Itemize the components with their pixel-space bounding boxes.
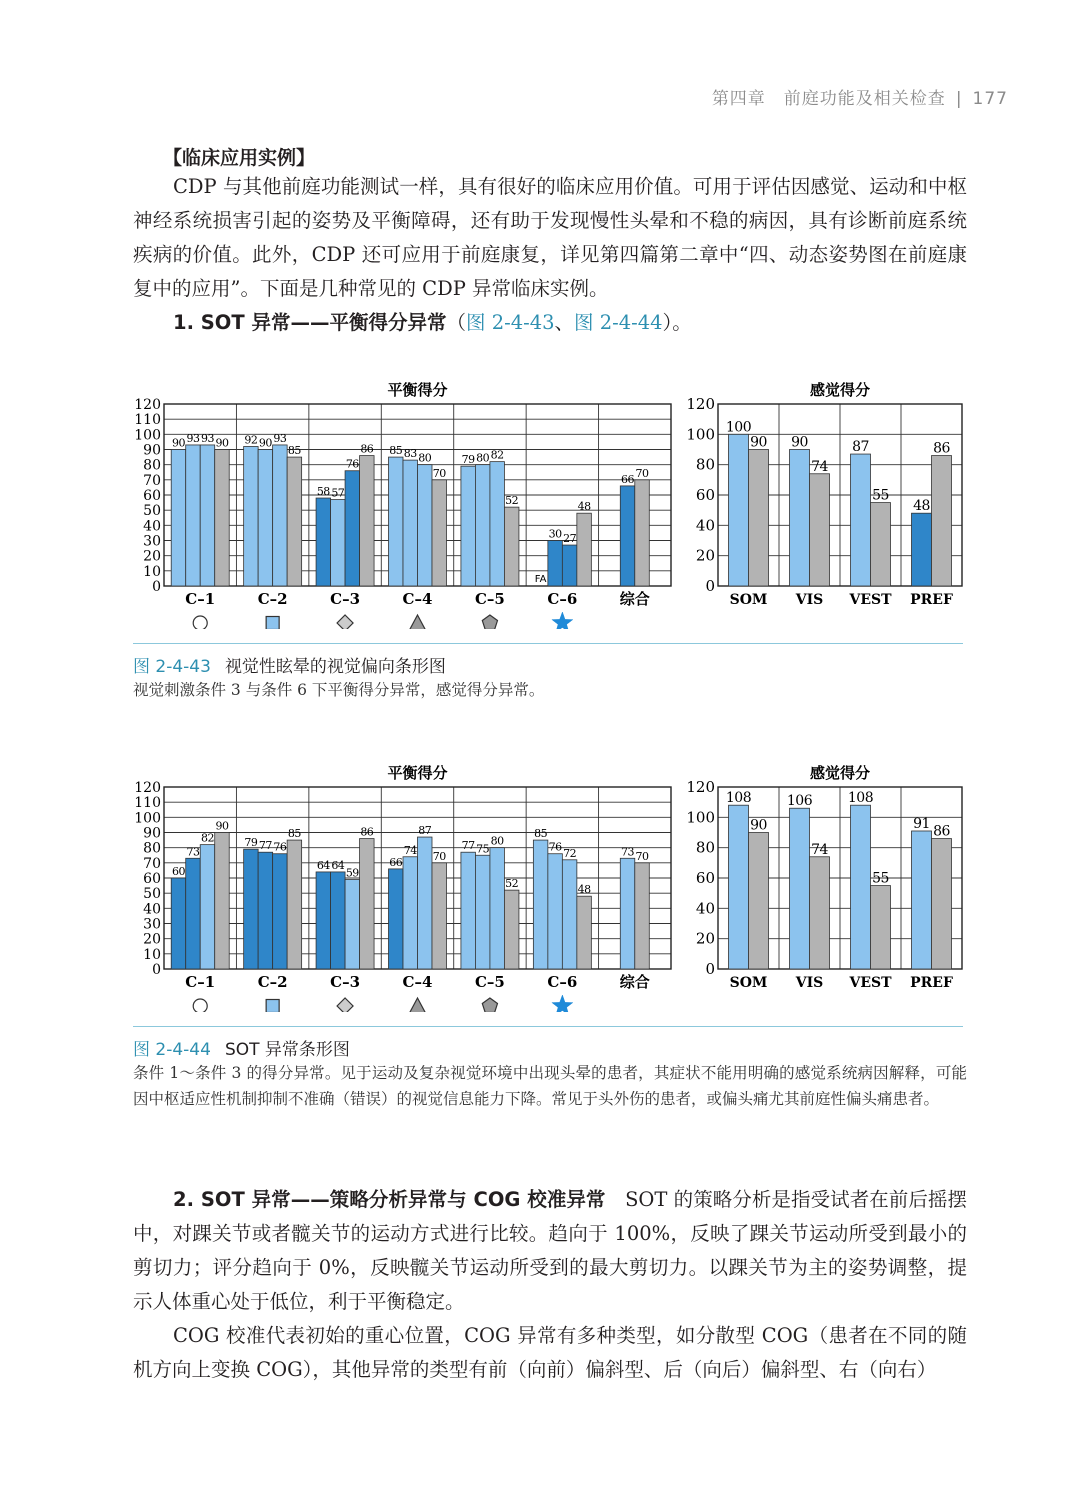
x-category-label: SOM [729, 592, 768, 608]
y-tick-label: 0 [152, 962, 161, 978]
bar-value-label: 76 [273, 840, 287, 854]
bar [244, 446, 259, 586]
figure-ref-44[interactable]: 图 2-4-44 [574, 311, 663, 334]
y-tick-label: 100 [134, 810, 161, 827]
bar [200, 445, 215, 586]
bar [871, 886, 891, 969]
diamond-icon [337, 615, 353, 629]
item2-title: 2. SOT 异常——策略分析异常与 COG 校准异常 [173, 1188, 606, 1211]
y-tick-label: 110 [134, 412, 161, 429]
figure-2-4-43-caption: 视觉刺激条件 3 与条件 6 下平衡得分异常，感觉得分异常。 [133, 681, 545, 699]
bar-value-label: 92 [244, 433, 258, 447]
bar [548, 854, 563, 969]
bar [331, 872, 346, 969]
bar-value-label: 27 [563, 532, 577, 546]
y-tick-label: 20 [143, 931, 161, 948]
square-icon [266, 617, 279, 630]
bar [810, 857, 830, 969]
bar [871, 503, 891, 586]
square-icon [266, 1000, 279, 1013]
x-category-label: PREF [910, 975, 953, 991]
bar [749, 833, 769, 970]
chart-title: 感觉得分 [809, 381, 871, 399]
bar [490, 848, 505, 969]
y-tick-label: 40 [695, 516, 715, 535]
bar [389, 869, 404, 969]
bar-value-label: 55 [872, 487, 889, 504]
bar-value-label: 74 [811, 458, 828, 475]
figure-title: SOT 异常条形图 [224, 1040, 350, 1060]
figure-2-4-44-chart [128, 757, 968, 1012]
intro-paragraph [133, 170, 967, 306]
bar-value-label: 93 [273, 431, 287, 445]
bar-value-label: 90 [750, 817, 767, 834]
bar-value-label: 70 [432, 849, 446, 863]
section-heading: 【临床应用实例】 [163, 147, 316, 169]
y-tick-label: 70 [143, 472, 161, 489]
bar [331, 500, 346, 586]
bar-value-label: 90 [258, 436, 272, 450]
bar-value-label: 57 [331, 486, 345, 500]
bar [461, 852, 476, 969]
bar-value-label: FA [534, 574, 547, 585]
bar [316, 872, 331, 969]
bar [504, 507, 519, 586]
bar-value-label: 86 [933, 440, 950, 457]
x-category-label: VIS [795, 592, 824, 608]
bar [729, 805, 749, 969]
bar [749, 450, 769, 587]
x-category-label: 综合 [619, 973, 650, 991]
bar [932, 839, 952, 969]
y-tick-label: 120 [686, 778, 715, 796]
cog-paragraph [133, 1319, 967, 1387]
bar [548, 541, 563, 587]
x-category-label: SOM [729, 975, 768, 991]
star-icon [552, 612, 573, 629]
bar-value-label: 80 [476, 451, 490, 465]
bar-value-label: 87 [852, 439, 869, 456]
bar [912, 513, 932, 586]
figure-number: 图 2-4-43 [133, 657, 211, 677]
item2-paragraph [133, 1183, 967, 1319]
bar [244, 849, 259, 969]
y-tick-label: 50 [143, 886, 161, 903]
bar-value-label: 90 [791, 434, 808, 451]
bar [287, 840, 302, 969]
x-category-label: C–5 [474, 973, 505, 991]
bar [932, 456, 952, 586]
x-category-label: VIS [795, 975, 824, 991]
bar [215, 833, 230, 970]
bar [810, 474, 830, 586]
bar-value-label: 74 [811, 841, 828, 858]
x-category-label: PREF [910, 592, 953, 608]
bar-value-label: 72 [563, 846, 577, 860]
y-tick-label: 60 [695, 869, 715, 887]
bar [186, 445, 201, 586]
bar-value-label: 87 [418, 824, 432, 838]
bar-value-label: 30 [548, 527, 562, 541]
y-tick-label: 10 [143, 563, 161, 580]
y-tick-label: 40 [143, 518, 161, 535]
triangle-icon [410, 998, 426, 1012]
x-category-label: C–3 [330, 590, 361, 608]
bar [620, 486, 635, 586]
y-tick-label: 0 [705, 577, 715, 595]
x-category-label: 综合 [619, 590, 650, 608]
bar-value-label: 86 [360, 442, 374, 456]
figure-ref-43[interactable]: 图 2-4-43 [466, 311, 555, 334]
bar-value-label: 91 [913, 815, 930, 832]
y-tick-label: 80 [143, 840, 161, 857]
bar [475, 465, 490, 586]
bar [273, 854, 288, 969]
bar [360, 839, 375, 969]
x-category-label: C–4 [402, 590, 433, 608]
figure-title: 视觉性眩晕的视觉偏向条形图 [224, 657, 446, 677]
star-icon [552, 995, 573, 1012]
bar-value-label: 48 [577, 883, 591, 897]
figure-2-4-43-caption-title [133, 652, 446, 677]
bar [215, 450, 230, 587]
bar-value-label: 90 [750, 434, 767, 451]
bar [912, 831, 932, 969]
bar [403, 857, 418, 969]
y-tick-label: 90 [143, 442, 161, 459]
y-tick-label: 100 [686, 425, 715, 444]
bar-value-label: 66 [621, 472, 635, 486]
x-category-label: C–5 [474, 590, 505, 608]
x-category-label: C–1 [185, 590, 216, 608]
bar-value-label: 108 [847, 790, 874, 807]
bar [316, 498, 331, 586]
bar-value-label: 55 [872, 870, 889, 887]
bar [418, 837, 433, 969]
x-category-label: C–3 [330, 973, 361, 991]
bar-value-label: 52 [505, 877, 519, 891]
bar [186, 858, 201, 969]
y-tick-label: 80 [143, 457, 161, 474]
figure-rule [133, 643, 963, 644]
bar-value-label: 60 [171, 865, 185, 878]
bar [635, 480, 650, 586]
bar [200, 845, 215, 969]
y-tick-label: 70 [143, 855, 161, 872]
chart-title: 感觉得分 [809, 764, 871, 782]
bar-value-label: 85 [287, 444, 301, 458]
bar [790, 808, 810, 969]
item2-text: SOT 的策略分析是指受试者在前后摇摆中，对踝关节或者髋关节的运动方式进行比较。趋向于 100%，反映了踝关节运动所受到最小的剪切力；评分趋向于 0%，反映髋关节运动所受到的最大剪切力。以踝关节为主的姿势调整，提示人体重心处于低位，利于平衡稳定。 [133, 1188, 967, 1313]
bar-value-label: 80 [490, 834, 504, 848]
bar-value-label: 86 [360, 825, 374, 839]
bar [258, 852, 273, 969]
bar-value-label: 70 [635, 466, 649, 480]
figure-2-4-43-chart [128, 374, 968, 629]
y-tick-label: 60 [695, 486, 715, 504]
y-tick-label: 50 [143, 503, 161, 520]
bar-value-label: 93 [200, 431, 214, 445]
bar [258, 450, 273, 587]
y-tick-label: 30 [143, 916, 161, 933]
y-tick-label: 120 [134, 780, 161, 796]
bar [851, 805, 871, 969]
bar [171, 878, 186, 969]
y-tick-label: 60 [143, 488, 161, 504]
figure-2-4-44-caption: 条件 1～条件 3 的得分异常。见于运动及复杂视觉环境中出现头晕的患者，其症状不能用明确的感觉系统病因解释，可能因中枢适应性机制抑制不准确（错误）的视觉信息能力下降。常见于头外伤的患者，或偏头痛尤其前庭性偏头痛患者。 [133, 1064, 967, 1108]
bar-value-label: 59 [345, 866, 359, 880]
bar [273, 445, 288, 586]
running-head [712, 84, 1008, 109]
bar [432, 480, 447, 586]
y-tick-label: 120 [686, 395, 715, 413]
bar-value-label: 79 [244, 836, 258, 850]
y-tick-label: 110 [134, 795, 161, 812]
circle-icon [193, 616, 207, 629]
page-number: 177 [972, 89, 1008, 109]
bar-value-label: 52 [505, 494, 519, 508]
bar-value-label: 93 [186, 431, 200, 445]
bar [729, 434, 749, 586]
bar [620, 858, 635, 969]
item1-title: 1. SOT 异常——平衡得分异常 [173, 311, 447, 334]
bar [562, 860, 577, 969]
bar-value-label: 85 [287, 827, 301, 841]
bar [432, 863, 447, 969]
bar-value-label: 73 [621, 845, 635, 859]
bar [577, 896, 592, 969]
bar-value-label: 86 [933, 823, 950, 840]
y-tick-label: 60 [143, 871, 161, 887]
figure-number: 图 2-4-44 [133, 1040, 211, 1060]
bar-value-label: 80 [418, 451, 432, 465]
intro-text: CDP 与其他前庭功能测试一样，具有很好的临床应用价值。可用于评估因感觉、运动和中枢神经系统损害引起的姿势及平衡障碍，还有助于发现慢性头晕和不稳的病因，具有诊断前庭系统疾病的价值。此外，CDP 还可应用于前庭康复，详见第四篇第二章中“四、动态姿势图在前庭康复中的应用”。下面是几种常见的 CDP 异常临床实例。 [133, 175, 967, 300]
triangle-icon [410, 615, 426, 629]
bar [461, 466, 476, 586]
y-tick-label: 30 [143, 533, 161, 550]
bar-value-label: 66 [389, 855, 403, 869]
figure-2-4-44-caption-title [133, 1035, 350, 1060]
x-category-label: C–2 [257, 590, 288, 608]
bar [171, 450, 186, 587]
bar [790, 450, 810, 587]
bar-value-label: 106 [786, 793, 813, 810]
x-category-label: C–1 [185, 973, 216, 991]
circle-icon [193, 999, 207, 1012]
y-tick-label: 20 [695, 546, 715, 565]
bar-value-label: 100 [725, 419, 752, 436]
y-tick-label: 80 [695, 455, 715, 474]
bar-value-label: 48 [913, 498, 930, 515]
x-category-label: VEST [849, 975, 892, 991]
bar [577, 513, 592, 586]
bar-value-label: 83 [403, 447, 417, 461]
bar [490, 462, 505, 586]
item1-heading: 1. SOT 异常——平衡得分异常（图 2-4-43、图 2-4-44）。 [173, 311, 692, 334]
cog-text: COG 校准代表初始的重心位置，COG 异常有多种类型，如分散型 COG（患者在不同的随机方向上变换 COG），其他异常的类型有前（向前）偏斜型、后（向后）偏斜型、右（向右） [133, 1324, 967, 1381]
bar-value-label: 76 [345, 457, 359, 471]
bar-value-label: 70 [432, 466, 446, 480]
x-category-label: C–6 [547, 590, 578, 608]
pentagon-icon [482, 998, 497, 1012]
bar-value-label: 85 [534, 827, 548, 841]
bar [635, 863, 650, 969]
y-tick-label: 10 [143, 946, 161, 963]
y-tick-label: 100 [134, 427, 161, 444]
pentagon-icon [482, 615, 497, 629]
bar-value-label: 90 [215, 436, 229, 450]
bar-value-label: 85 [389, 444, 403, 458]
x-category-label: C–2 [257, 973, 288, 991]
bar [287, 457, 302, 586]
bar-value-label: 74 [403, 843, 417, 857]
bar-value-label: 82 [490, 448, 504, 462]
bar-value-label: 90 [171, 436, 185, 450]
bar-value-label: 77 [258, 839, 272, 853]
y-tick-label: 80 [695, 838, 715, 857]
bar-value-label: 64 [331, 858, 345, 872]
header-separator: | [955, 89, 963, 109]
bar [418, 465, 433, 586]
bar-value-label: 90 [215, 819, 229, 833]
chart-title: 平衡得分 [387, 381, 448, 399]
bar-value-label: 108 [725, 790, 752, 807]
bar-value-label: 77 [461, 839, 475, 853]
y-tick-label: 20 [695, 929, 715, 948]
bar [504, 890, 519, 969]
y-tick-label: 20 [143, 548, 161, 565]
bar [851, 454, 871, 586]
bar [345, 471, 360, 586]
y-tick-label: 90 [143, 825, 161, 842]
bar [562, 545, 577, 586]
bar-value-label: 58 [316, 485, 330, 499]
chapter-title: 第四章 前庭功能及相关检查 [711, 89, 946, 109]
y-tick-label: 40 [143, 901, 161, 918]
bar-value-label: 48 [577, 500, 591, 514]
bar [533, 840, 548, 969]
bar-value-label: 79 [461, 453, 475, 467]
bar-value-label: 73 [186, 845, 200, 859]
bar-value-label: 82 [200, 831, 214, 845]
y-tick-label: 0 [705, 960, 715, 978]
bar-value-label: 76 [548, 840, 562, 854]
bar [345, 880, 360, 969]
x-category-label: C–6 [547, 973, 578, 991]
chart-title: 平衡得分 [387, 764, 448, 782]
x-category-label: VEST [849, 592, 892, 608]
bar-value-label: 64 [316, 858, 330, 872]
y-tick-label: 0 [152, 579, 161, 595]
x-category-label: C–4 [402, 973, 433, 991]
y-tick-label: 100 [686, 808, 715, 827]
bar [360, 456, 375, 586]
bar-value-label: 75 [476, 842, 490, 856]
y-tick-label: 40 [695, 899, 715, 918]
diamond-icon [337, 998, 353, 1012]
bar [389, 457, 404, 586]
bar-value-label: 70 [635, 849, 649, 863]
bar [475, 855, 490, 969]
figure-rule [133, 1026, 963, 1027]
y-tick-label: 120 [134, 397, 161, 413]
bar [403, 460, 418, 586]
